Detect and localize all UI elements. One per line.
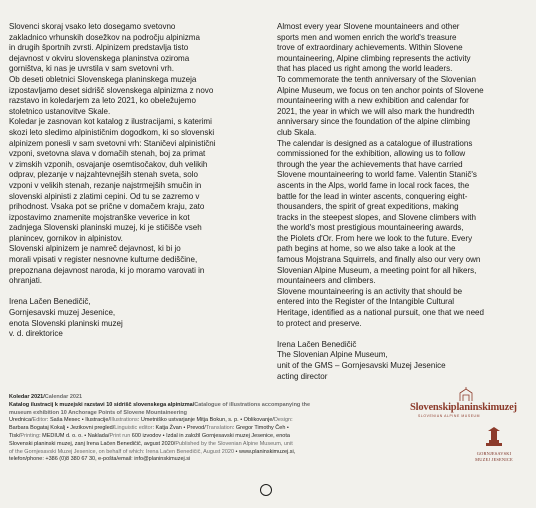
- slovene-text-line: gorništva, ki nas je uvrstila v sam svetovni vrh.: [9, 64, 174, 74]
- english-text-line: battle for the lead in winter ascents, conquering eight-: [277, 191, 468, 201]
- slovene-text-line: morali vpisati v register nesnovne kulturne dediščine,: [9, 255, 198, 265]
- english-text-line: Almost every year Slovene mountaineers and other: [277, 22, 460, 31]
- english-text-signature-line: acting director: [277, 371, 328, 381]
- colophon-line-7: of the Gornjesavski Muzej Jesenice, on behalf of which: Irena Lačen Benedičič, August 2020 • www.planinskimuzej.si,: [9, 448, 296, 455]
- colophon-line-1: Katalog ilustracij k muzejski razstavi 10 sidrišč slovenskega alpinizma/Catalogue of illustrations accompanying the: [9, 401, 311, 408]
- slovene-text-line: slovenski alpinisti z zlatimi cepini. Od tu se zazremo v: [9, 191, 200, 201]
- colophon-line-4: Barbara Bogataj Kokalj • Jezikovni pregled/Linguistic editor: Katja Žvan • Prevod/Translation: Gregor Timothy Čeh •: [9, 425, 289, 432]
- english-text-line: mountaineering with a new exhibition and calendar for: [277, 96, 469, 106]
- slovene-text-line: stoletnico ustanovitve Skale.: [9, 106, 111, 116]
- english-text-line: to protect and preserve.: [277, 318, 362, 328]
- slovene-text-signature-line: Gornjesavski muzej Jesenice,: [9, 308, 116, 318]
- slovene-text-line: Slovenci skoraj vsako leto dosegamo svetovno: [9, 22, 176, 31]
- slovene-text-line: Koledar je zasnovan kot katalog z ilustracijami, s katerimi: [9, 117, 212, 127]
- slovene-text-line: ohranjati.: [9, 276, 43, 286]
- gornjesavski-text: GORNJESAVSKI: [476, 451, 512, 456]
- slovene-text-line: vzponi v velikih stenah, rezanje najstrmejših smučin in: [9, 180, 202, 190]
- english-text-line: sports men and women enrich the world's treasure: [277, 32, 457, 42]
- slovene-text-line: zadnjega Slovenski planinski muzej, ki je stičišče vseh: [9, 223, 202, 233]
- english-text-line: famous Mojstrana Squirrels, and finally also our very own: [277, 255, 481, 265]
- slovene-text-line: prepoznana dejavnost naroda, ki jo moramo varovati in: [9, 265, 205, 275]
- english-text-line: Slovene mountaineering is an activity that should be: [277, 286, 463, 296]
- english-text-line: path begins at home, so we also take a look at the: [277, 244, 456, 254]
- slovene-text-line: izpostavimo znamenite mojstranške veverice in kot: [9, 212, 190, 222]
- slovenian-alpine-museum-logo: [408, 386, 526, 420]
- colophon-title: Koledar 2021/Calendar 2021: [9, 394, 83, 400]
- slovene-text-signature-line: enota Slovenski planinski muzej: [9, 318, 123, 328]
- english-text-signature-line: unit of the GMS – Gornjesavski Muzej Jesenice: [277, 361, 446, 370]
- english-text-line: Slovenian Alpine Museum, a meeting point for all hikers,: [277, 265, 477, 275]
- english-text-signature-line: Irena Lačen Benedičič: [277, 339, 357, 349]
- english-text-line: ascents in the Alps, world fame in local rock faces, the: [277, 180, 470, 190]
- slovene-text-line: in drugih športnih zvrsti. Alpinizem predstavlja tisto: [9, 43, 189, 53]
- english-text-line: commissioned for the exhibition, allowing us to follow: [277, 149, 466, 159]
- english-text-line: that has placed us right among the world leaders.: [277, 64, 453, 74]
- gornjesavski-muzej-logo: [466, 427, 522, 473]
- english-text-line: trove of extraordinary achievements. Within Slovene: [277, 43, 463, 53]
- slovene-text-line: alpinizem ponesli v sam svetovni vrh: Staničevi alpinistični: [9, 138, 216, 148]
- english-text-line: tracks in the steepest slopes, and Slovene climbers with: [277, 212, 476, 222]
- slovene-text-line: skozi leto sledimo alpinističnim dogodkom, ki so slovenski: [9, 127, 215, 137]
- english-text-line: Slovene mountaineering to world fame. Valentin Stanič's: [277, 170, 477, 180]
- colophon-line-8: telefon/phone: +386 (0)8 380 67 30, e-pošta/email: info@planinskimuzej.si: [9, 456, 191, 463]
- slovene-text-line: Ob deseti obletnici Slovenskega planinskega muzeja: [9, 74, 197, 84]
- slovene-text-signature-line: v. d. direktorice: [9, 329, 63, 339]
- english-text-line: the Piolets d'Or. From here we look to the future. Every: [277, 233, 473, 243]
- english-text-line: through the year the achievements that have carried: [277, 159, 463, 169]
- english-text-column: [277, 22, 529, 382]
- english-text-line: 2021, the year in which we will also mark the hundredth: [277, 106, 475, 116]
- slovene-text-signature-line: Irena Lačen Benedičič,: [9, 297, 91, 307]
- slovene-text-line: prihodnost. Vsaka pot se prične v domačem kraju, zato: [9, 202, 205, 212]
- slovene-text-line: razstavo in koledarjem za leto 2021, ko obeležujemo: [9, 96, 196, 106]
- english-text-line: mountaineering, Alpine climbing represents the activity: [277, 53, 471, 63]
- slovene-text-line: izpostavljamo deset sidrišč slovenskega alpinizma z novo: [9, 85, 214, 95]
- english-text-line: the world's most prestigious mountaineering awards,: [277, 223, 464, 233]
- english-text-line: Alpine Museum, we focus on ten anchor points of Slovene: [277, 85, 484, 95]
- english-text-line: club Skala.: [277, 127, 317, 137]
- colophon: [9, 394, 399, 464]
- slovene-text-line: dejavnost v okviru slovenskega planinstva oziroma: [9, 53, 190, 63]
- colophon-line-2: museum exhibition 10 Anchorage Points of Slovene Mountaineering: [9, 409, 187, 416]
- slovene-text-line: odprav, plezanje v najzahtevnejših stenah sveta, solo: [9, 170, 198, 180]
- slovene-text-line: zakladnico vrhunskih dosežkov na področju alpinizma: [9, 32, 200, 42]
- muzej-jesenice-text: MUZEJ JESENICE: [475, 457, 513, 462]
- slovene-text-line: v zimskih vzponih, osvajanje osemtisočakov, duh velikih: [9, 159, 208, 169]
- english-text-line: To commemorate the tenth anniversary of the Slovenian: [277, 74, 476, 84]
- english-text-line: The calendar is designed as a catalogue of illustrations: [277, 138, 473, 148]
- english-text-line: Heritage, identified as a national pursuit, one that we need: [277, 308, 484, 318]
- english-text-line: thousanders, the spirit of great expeditions, making: [277, 202, 459, 212]
- colophon-line-3: Urednica/Editor: Saša Mesec • Ilustracije/Illustrations: Umetniško ustvarjanje Mitja Bokun, s. p. • Oblikovanje/Design:: [9, 417, 293, 424]
- slovene-text-line: Slovenski alpinizem je namreč dejavnost, ki bi jo: [9, 244, 181, 254]
- colophon-line-5: Tisk/Printing: MEDIUM d. o. o. • Naklada/Print run 600 izvodov • Izdal in založil Gornjesavski muzej Jesenice, enota: [9, 432, 290, 439]
- slovene-text-column: [9, 22, 261, 340]
- colophon-line-6: Slovenski planinski muzej, zanj Irena Lačen Benedičič, avgust 2020/Published by the Slovenian Alpine Museum, unit: [9, 440, 293, 447]
- english-text-line: mountaineers and climbers.: [277, 276, 376, 286]
- english-text-line: entered into the Register of the Intangible Cultural: [277, 297, 455, 307]
- museum-subtitle: SLOVENIAN ALPINE MUSEUM: [418, 414, 481, 418]
- slovene-text-line: vzponi, svetovna slava v domačih stenah, boj za primat: [9, 149, 206, 159]
- crest-icon: [466, 427, 522, 449]
- slovene-text-line: planincev, gornikov in alpinistov.: [9, 233, 123, 243]
- museum-wordmark: Slovenskiplaninskimuzej: [410, 402, 517, 413]
- hanging-hole: [260, 484, 272, 496]
- english-text-line: anniversary since the foundation of the alpine climbing: [277, 117, 471, 127]
- english-text-signature-line: The Slovenian Alpine Museum,: [277, 350, 388, 360]
